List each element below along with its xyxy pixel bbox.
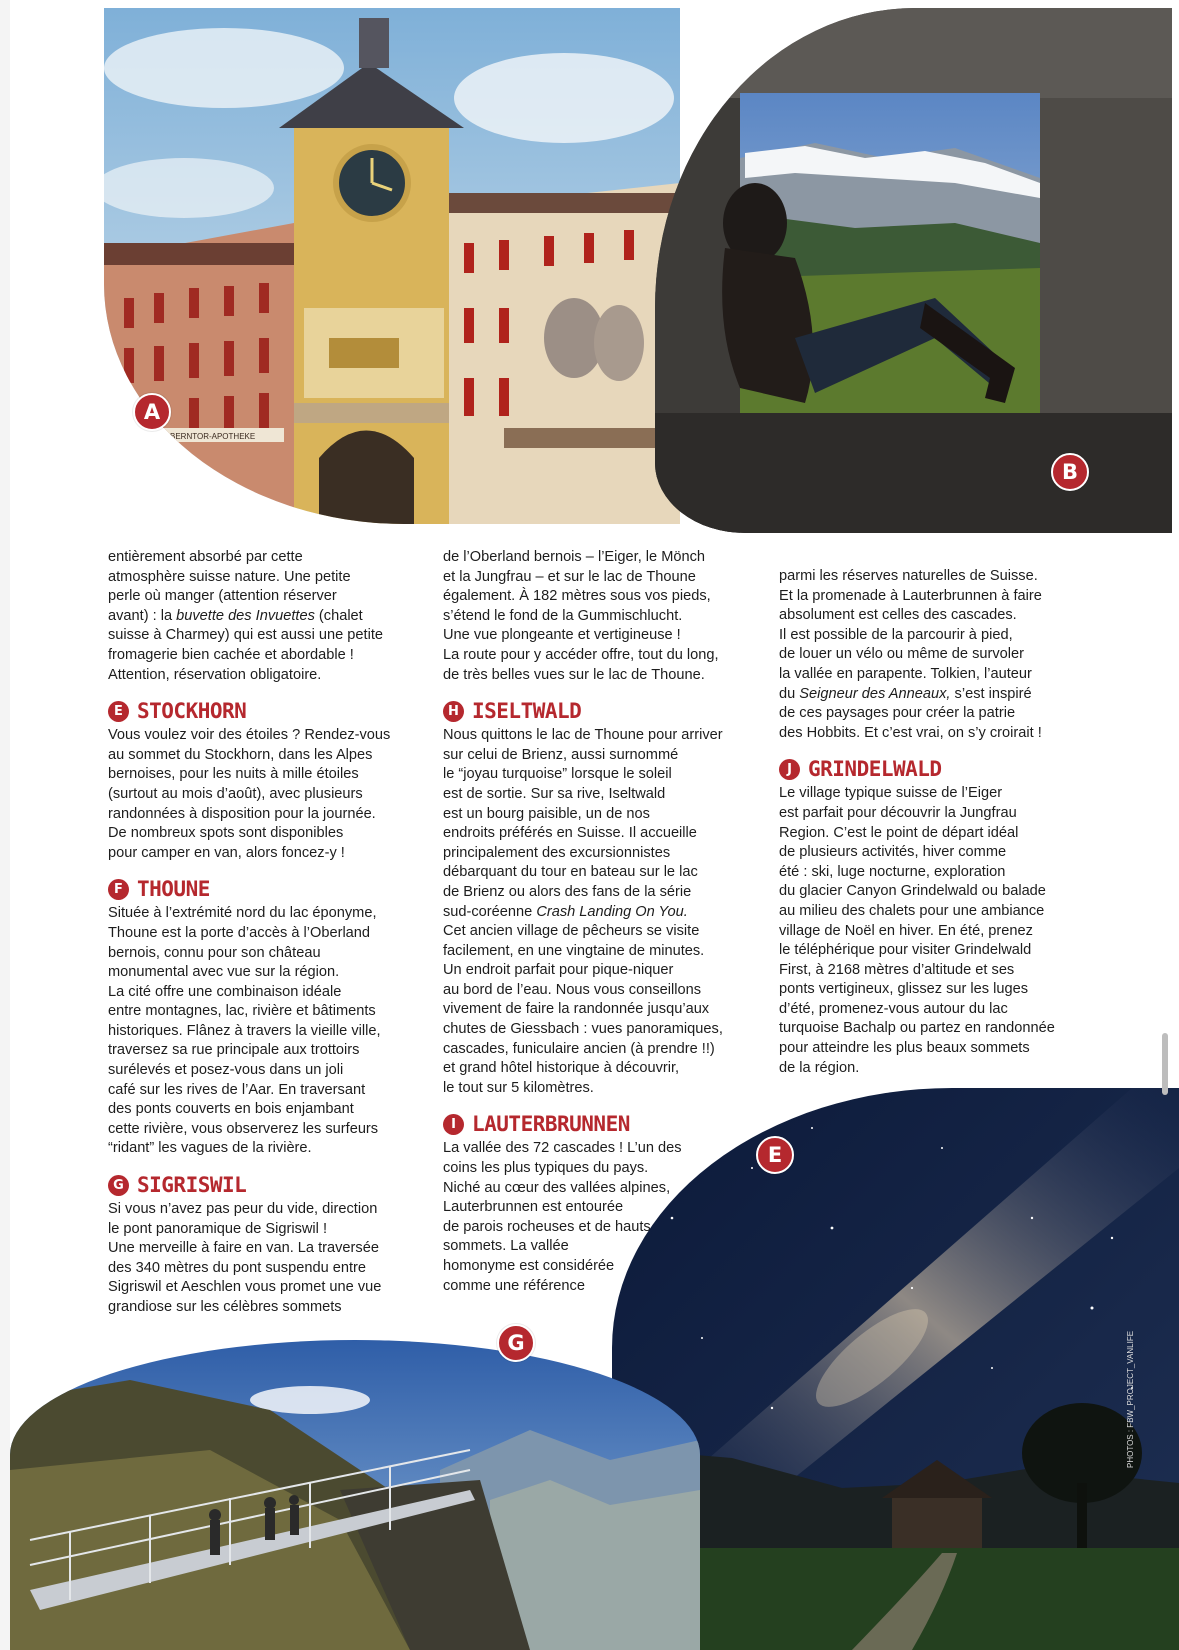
text-line: du [779,685,800,702]
photo-sigriswil-bridge [10,1340,700,1650]
text-line: endroits préférés en Suisse. Il accueille [443,825,697,842]
section-letter-e: E [108,701,129,722]
section-body-grindelwald [779,784,1097,1078]
text-line: village de Noël en hiver. En été, prenez [779,922,1033,939]
photo-badge-e: E [756,1136,794,1174]
text-line: randonnées à disposition pour la journée. [108,805,376,822]
text-line: monumental avec vue sur la région. [108,964,340,981]
text-line: le pont panoramique de Sigriswil ! [108,1220,328,1237]
text-line: perle où manger (attention réserver [108,588,337,605]
col2-intro [443,548,758,685]
section-header-sigriswil [108,1173,424,1197]
shop-sign-text: BERNTOR-APOTHEKE [170,432,256,441]
text-line: au milieu des chalets pour une ambiance [779,902,1045,919]
section-body-sigriswil [108,1200,424,1318]
section-letter-g: G [108,1175,129,1196]
bridge-illustration [10,1340,700,1650]
text-line: Et la promenade à Lauterbrunnen à faire [779,587,1042,604]
text-line: principalement des excursionnistes [443,844,671,861]
berne-tower-illustration [104,8,680,524]
text-line: comme une référence [443,1277,585,1294]
text-line: avant) : la [108,607,177,624]
text-column-1 [108,548,424,1318]
text-line: de très belles vues sur le lac de Thoune. [443,666,705,683]
text-line: cascades, funiculaire ancien (à prendre !!) [443,1040,715,1057]
section-header-grindelwald [779,757,1097,781]
text-line: entièrement absorbé par cette [108,549,303,565]
text-line: est parfait pour découvrir la Jungfrau [779,804,1017,821]
section-letter-i: I [443,1114,464,1135]
photo-badge-g: G [497,1324,535,1362]
text-line: homonyme est considérée [443,1258,615,1274]
text-line: s’étend le fond de la Gummischlucht. [443,607,683,624]
text-line: Sigriswil et Aeschlen vous promet une vue [108,1279,382,1296]
text-line: Une vue plongeante et vertigineuse ! [443,627,681,644]
text-line: au bord de l’eau. Nous vous conseillons [443,981,701,998]
text-line: “ridant” les vagues de la rivière. [108,1140,312,1157]
text-line: suisse à Charmey) qui est aussi une petite [108,627,383,644]
section-header-lauterbrunnen [443,1112,758,1136]
text-line: (chalet [314,607,363,624]
text-line: sommets. La vallée [443,1238,569,1255]
text-line: pour atteindre les plus beaux sommets [779,1040,1030,1057]
text-line: surélevés et posez-vous dans un joli [108,1062,344,1079]
col3-intro [779,567,1097,743]
text-line: et la Jungfrau – et sur le lac de Thoune [443,568,696,585]
text-line: café sur les rives de l’Aar. En traversant [108,1081,366,1098]
text-line: Attention, réservation obligatoire. [108,666,322,683]
text-line: Une merveille à faire en van. La traversée [108,1240,379,1257]
text-line: Niché au cœur des vallées alpines, [443,1179,671,1196]
text-line: débarquant du tour en bateau sur le lac [443,864,698,881]
text-line: est un bourg paisible, un de nos [443,805,650,822]
section-letter-f: F [108,879,129,900]
text-line: des Hobbits. Et c’est vrai, on s’y croirait ! [779,724,1042,741]
text-line: été : ski, luge nocturne, exploration [779,863,1006,880]
text-line: Située à l’extrémité nord du lac éponyme, [108,905,377,922]
text-line: cette rivière, vous observerez les surfeurs [108,1120,379,1137]
section-title-sigriswil: SIGRISWIL [137,1173,247,1198]
section-letter-j: J [779,759,800,780]
text-line: le téléphérique pour visiter Grindelwald [779,942,1032,959]
text-line: facilement, en une vingtaine de minutes. [443,942,705,959]
text-line: turquoise Bachalp ou partez en randonnée [779,1020,1055,1037]
section-body-thoune [108,904,424,1159]
text-line: le “joyau turquoise” lorsque le soleil [443,766,672,783]
text-line: Un endroit parfait pour pique-niquer [443,962,674,979]
section-title-grindelwald: GRINDELWALD [808,757,942,782]
text-line: bernois, connu pour son château [108,944,321,961]
section-title-lauterbrunnen: LAUTERBRUNNEN [472,1112,630,1137]
section-title-iseltwald: ISELTWALD [472,699,582,724]
text-line: des ponts couverts en bois enjambant [108,1101,354,1118]
series-title: Crash Landing On You. [536,903,688,920]
photo-berne-clock-tower [104,8,680,524]
buvette-name: buvette des Invuettes [176,607,315,624]
text-line: la vallée en parapente. Tolkien, l’auteur [779,665,1032,682]
text-line: Il est possible de la parcourir à pied, [779,626,1013,643]
section-title-stockhorn: STOCKHORN [137,699,247,724]
text-line: vivement de faire la randonnée jusqu’aux [443,1001,710,1018]
text-line: le tout sur 5 kilomètres. [443,1079,594,1096]
photo-badge-a: A [133,393,171,431]
text-line: Vous voulez voir des étoiles ? Rendez-vous [108,727,391,744]
section-body-iseltwald [443,726,758,1098]
photo-credit: PHOTOS : FBW_PROJECT_VANLIFE [1126,1330,1135,1468]
text-line: chutes de Giessbach : vues panoramiques, [443,1021,723,1038]
text-line: Lauterbrunnen est entourée [443,1199,624,1216]
text-line: sur celui de Brienz, aussi surnommé [443,746,679,763]
text-line: de ces paysages pour créer la patrie [779,705,1016,722]
text-line: de la région. [779,1059,860,1076]
text-line: des 340 mètres du pont suspendu entre [108,1259,366,1276]
text-line: (surtout au mois d’août), avec plusieurs [108,785,363,802]
text-line: bernoises, pour les nuits à mille étoiles [108,766,359,783]
col1-intro [108,548,424,685]
text-line: Si vous n’avez pas peur du vide, direction [108,1201,378,1218]
section-letter-h: H [443,701,464,722]
text-line: pour camper en van, alors foncez-y ! [108,844,345,861]
text-line: du glacier Canyon Grindelwald ou balade [779,883,1046,900]
text-line: Nous quittons le lac de Thoune pour arriver [443,727,723,744]
scrollbar-thumb[interactable] [1162,1033,1168,1095]
page-edge [0,0,10,1650]
text-line: ponts vertigineux, glissez sur les luges [779,981,1029,998]
text-column-3 [779,567,1097,1078]
section-header-stockhorn [108,699,424,723]
text-line: Le village typique suisse de l’Eiger [779,785,1003,802]
text-line: s’est inspiré [950,685,1032,702]
text-line: grandiose sur les célèbres sommets [108,1299,342,1315]
text-line: de Brienz ou alors des fans de la série [443,883,692,900]
photo-window-view [655,8,1172,533]
text-line: Cet ancien village de pêcheurs se visite [443,923,700,940]
text-line: La vallée des 72 cascades ! L’un des [443,1140,682,1157]
text-line: atmosphère suisse nature. Une petite [108,568,351,585]
text-column-2 [443,548,758,1296]
text-line: coins les plus typiques du pays. [443,1160,649,1177]
window-view-illustration [655,8,1172,533]
text-line: traversez sa rue principale aux trottoirs [108,1042,360,1059]
text-line: également. À 182 mètres sous vos pieds, [443,588,711,605]
text-line: absolument est celles des cascades. [779,607,1017,624]
text-line: La cité offre une combinaison idéale [108,983,342,1000]
text-line: de l’Oberland bernois – l’Eiger, le Mönch [443,549,706,565]
text-line: fromagerie bien cachée et abordable ! [108,646,354,663]
text-line: est de sortie. Sur sa rive, Iseltwald [443,785,666,802]
section-header-thoune [108,877,424,901]
text-line: De nombreux spots sont disponibles [108,825,344,842]
text-line: historiques. Flânez à travers la vieille ville, [108,1022,381,1039]
text-line: Region. C’est le point de départ idéal [779,824,1019,841]
section-body-stockhorn [108,726,424,863]
text-line: parmi les réserves naturelles de Suisse. [779,568,1038,584]
text-line: de parois rocheuses et de hauts [443,1218,651,1235]
text-line: de louer un vélo ou même de survoler [779,646,1024,663]
section-header-iseltwald [443,699,758,723]
section-body-lauterbrunnen [443,1139,758,1296]
text-line: La route pour y accéder offre, tout du long, [443,646,719,663]
text-line: de plusieurs activités, hiver comme [779,844,1007,861]
text-line: First, à 2168 mètres d’altitude et ses [779,961,1015,978]
text-line: et grand hôtel historique à découvrir, [443,1060,680,1077]
text-line: au sommet du Stockhorn, dans les Alpes [108,746,373,763]
book-title: Seigneur des Anneaux, [799,685,951,702]
photo-badge-b: B [1051,453,1089,491]
text-line: entre montagnes, lac, rivière et bâtiments [108,1003,376,1020]
text-line: sud-coréenne [443,903,537,920]
section-title-thoune: THOUNE [137,877,210,902]
text-line: Thoune est la porte d’accès à l’Oberland [108,924,371,941]
text-line: d’été, promenez-vous autour du lac [779,1000,1008,1017]
